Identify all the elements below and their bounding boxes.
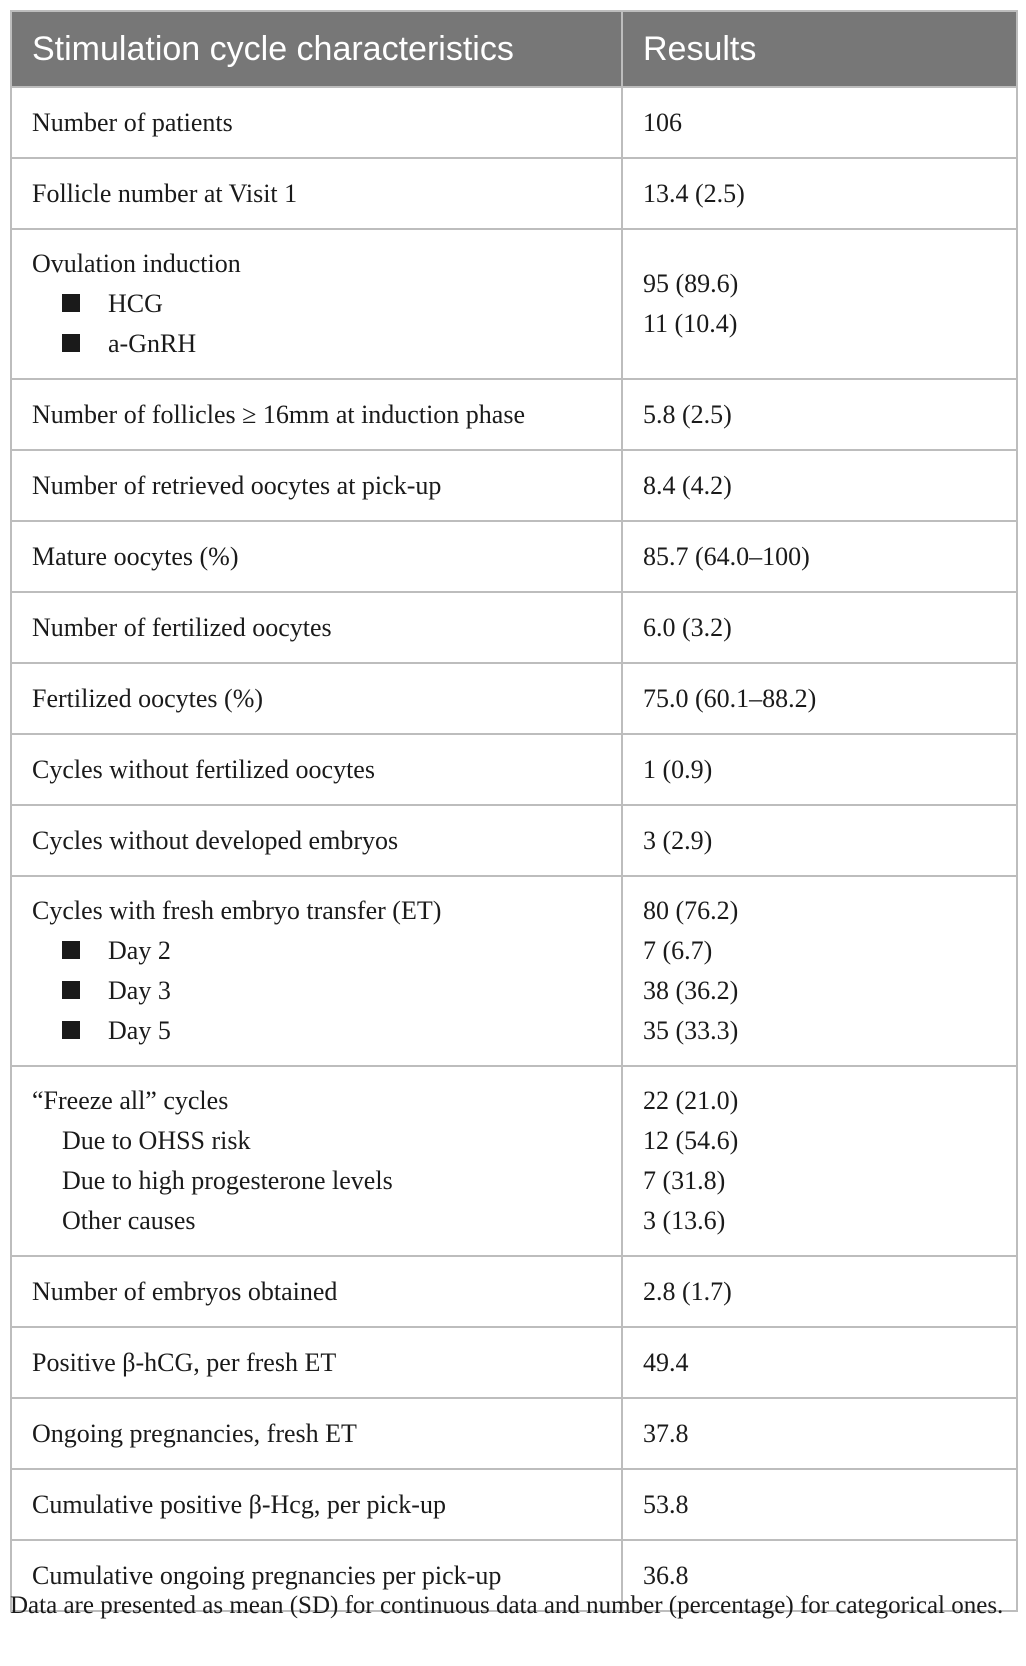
row-value: 106 (622, 87, 1017, 158)
table-row (11, 1066, 1017, 1256)
row-value: 38 (36.2) (643, 976, 739, 1005)
sub-item-label: Due to high progesterone levels (62, 1166, 393, 1195)
row-value: 8.4 (4.2) (622, 450, 1017, 521)
row-value: 7 (6.7) (643, 936, 713, 965)
table-row (11, 592, 1017, 663)
characteristics-table (10, 10, 1018, 1612)
table-row (11, 87, 1017, 158)
table-row (11, 1327, 1017, 1398)
row-label: Positive β-hCG, per fresh ET (11, 1327, 622, 1398)
row-value: 49.4 (622, 1327, 1017, 1398)
table-row (11, 1256, 1017, 1327)
row-label: Ovulation induction (32, 249, 241, 278)
row-value: 80 (76.2) (643, 896, 739, 925)
sub-item (32, 284, 601, 324)
row-value: 1 (0.9) (622, 734, 1017, 805)
row-value: 75.0 (60.1–88.2) (622, 663, 1017, 734)
sub-item (32, 971, 601, 1011)
table-row (11, 1469, 1017, 1540)
table-row (11, 450, 1017, 521)
table-header-row (11, 11, 1017, 87)
row-value: 13.4 (2.5) (622, 158, 1017, 229)
row-label: Cycles with fresh embryo transfer (ET) (32, 896, 442, 925)
row-value: 85.7 (64.0–100) (622, 521, 1017, 592)
sub-item-label: Other causes (62, 1206, 196, 1235)
row-label: Fertilized oocytes (%) (11, 663, 622, 734)
row-value: 3 (2.9) (622, 805, 1017, 876)
row-value: 95 (89.6) (643, 269, 739, 298)
row-value: 22 (21.0) (643, 1086, 739, 1115)
sub-item-label: Day 5 (108, 1016, 171, 1045)
table-row (11, 158, 1017, 229)
row-value-group (622, 1066, 1017, 1256)
table-row (11, 663, 1017, 734)
row-label-group (11, 229, 622, 379)
row-label: Cycles without developed embryos (11, 805, 622, 876)
row-value: 2.8 (1.7) (622, 1256, 1017, 1327)
sub-item-label: Due to OHSS risk (62, 1126, 251, 1155)
row-value-group (622, 876, 1017, 1066)
row-label: Number of retrieved oocytes at pick-up (11, 450, 622, 521)
row-value: 12 (54.6) (643, 1126, 739, 1155)
row-value: 5.8 (2.5) (622, 379, 1017, 450)
table-footnote: Data are presented as mean (SD) for continuous data and number (percentage) for categorical ones. (10, 1592, 1004, 1619)
header-characteristics: Stimulation cycle characteristics (11, 11, 622, 87)
row-value-group (622, 229, 1017, 379)
row-value: 53.8 (622, 1469, 1017, 1540)
row-label: Follicle number at Visit 1 (11, 158, 622, 229)
row-label: Cumulative positive β-Hcg, per pick-up (11, 1469, 622, 1540)
header-results: Results (622, 11, 1017, 87)
sub-item (32, 1011, 601, 1051)
sub-item-label: Day 2 (108, 936, 171, 965)
row-value: 37.8 (622, 1398, 1017, 1469)
row-value: 11 (10.4) (643, 309, 738, 338)
bullet-square-icon (62, 1021, 80, 1039)
row-label: “Freeze all” cycles (32, 1086, 229, 1115)
table-row (11, 1398, 1017, 1469)
sub-item-label: a-GnRH (108, 329, 197, 358)
table-row (11, 734, 1017, 805)
table-row (11, 379, 1017, 450)
sub-item (32, 931, 601, 971)
table-row (11, 805, 1017, 876)
row-label: Cycles without fertilized oocytes (11, 734, 622, 805)
table-row (11, 229, 1017, 379)
bullet-square-icon (62, 941, 80, 959)
row-label-group (11, 1066, 622, 1256)
row-label: Cumulative ongoing pregnancies per pick-up (11, 1540, 622, 1611)
bullet-square-icon (62, 294, 80, 312)
row-value: 6.0 (3.2) (622, 592, 1017, 663)
row-label: Ongoing pregnancies, fresh ET (11, 1398, 622, 1469)
row-label: Number of patients (11, 87, 622, 158)
sub-item-label: HCG (108, 289, 163, 318)
characteristics-table-container (10, 10, 1016, 1612)
row-value: 35 (33.3) (643, 1016, 739, 1045)
row-value: 36.8 (622, 1540, 1017, 1611)
bullet-square-icon (62, 334, 80, 352)
table-row (11, 876, 1017, 1066)
row-value: 7 (31.8) (643, 1166, 726, 1195)
row-label: Number of follicles ≥ 16mm at induction phase (11, 379, 622, 450)
row-value: 3 (13.6) (643, 1206, 726, 1235)
row-label: Number of embryos obtained (11, 1256, 622, 1327)
sub-item-label: Day 3 (108, 976, 171, 1005)
table-row (11, 521, 1017, 592)
bullet-square-icon (62, 981, 80, 999)
sub-item (32, 324, 601, 364)
row-label: Number of fertilized oocytes (11, 592, 622, 663)
row-label: Mature oocytes (%) (11, 521, 622, 592)
row-label-group (11, 876, 622, 1066)
